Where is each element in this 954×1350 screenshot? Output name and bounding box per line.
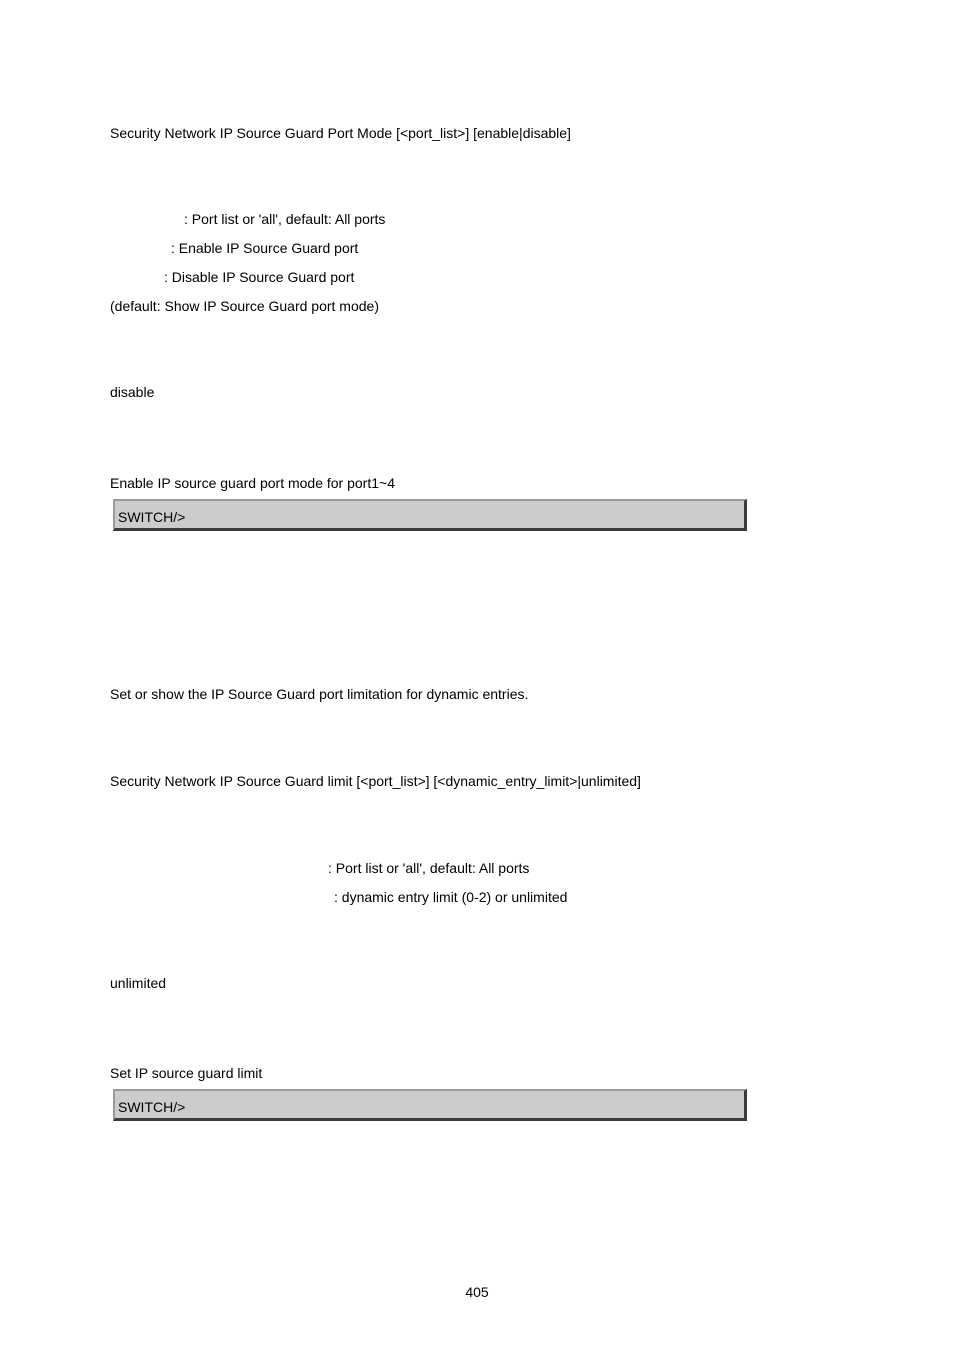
- param-dynamic-entry-limit: : dynamic entry limit (0-2) or unlimited: [334, 889, 568, 905]
- param-port-list-limit: : Port list or 'all', default: All ports: [328, 860, 530, 876]
- syntax-limit: Security Network IP Source Guard limit [<port_list>] [<dynamic_entry_limit>|unlimited]: [110, 773, 641, 789]
- default-value-limit: unlimited: [110, 975, 167, 991]
- param-default-note: (default: Show IP Source Guard port mode): [110, 298, 379, 314]
- example-desc-port-mode: Enable IP source guard port mode for port1~4: [110, 475, 395, 491]
- param-enable: : Enable IP Source Guard port: [171, 240, 359, 256]
- param-port-list: : Port list or 'all', default: All ports: [184, 211, 386, 227]
- example-command-box-limit: [113, 1089, 747, 1121]
- example-command-box-port-mode: [113, 499, 747, 531]
- example-desc-limit: Set IP source guard limit: [110, 1065, 263, 1081]
- syntax-port-mode: Security Network IP Source Guard Port Mode [<port_list>] [enable|disable]: [110, 125, 571, 141]
- page-number: 405: [465, 1284, 489, 1300]
- param-disable: : Disable IP Source Guard port: [164, 269, 355, 285]
- command-prompt: SWITCH/>: [118, 1099, 186, 1115]
- default-value-port-mode: disable: [110, 384, 155, 400]
- description-limit: Set or show the IP Source Guard port limitation for dynamic entries.: [110, 686, 529, 702]
- command-prompt: SWITCH/>: [118, 509, 186, 525]
